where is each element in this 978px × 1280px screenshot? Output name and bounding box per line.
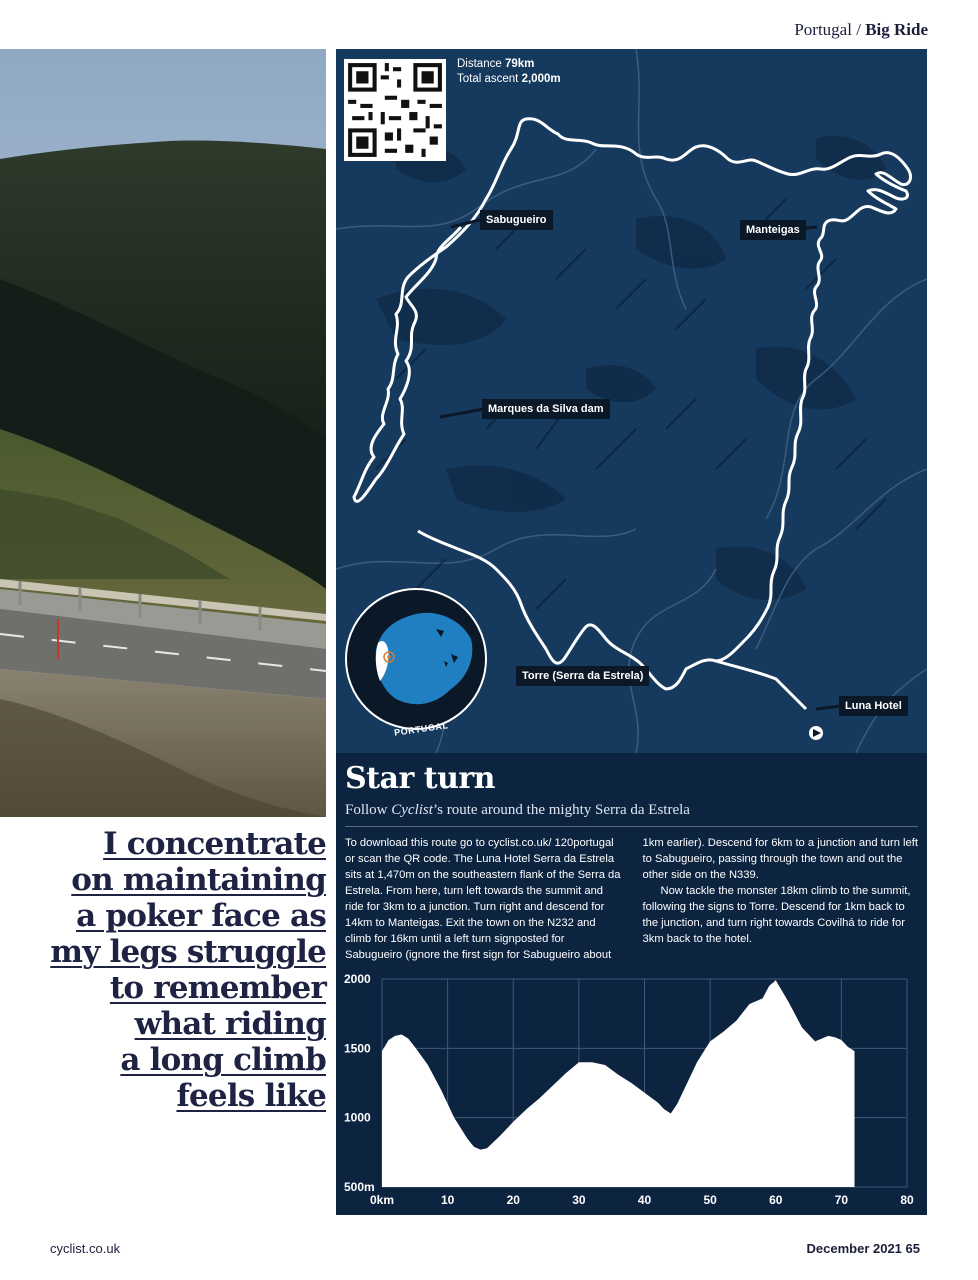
article-body: [345, 835, 920, 963]
distance-label: Distance: [457, 58, 505, 70]
paragraph: To download this route go to cyclist.co.uk/ 120portugal or scan the QR code. The Luna Hotel Serra da Estrela sits at 1,470m on the southeastern flank of the Serra da Estrela. From here, turn left towards the summit and ride for 3km to a junction. Turn right and descend for 14km to Manteigas. Exit the town on the N232 and climb for 16km until a left turn signposted for Sabugueiro (ignore the first sign for Sabugueiro about 1km earlier). Descend for 6km to a junction and turn left to Sabugueiro, passing through the town and out the other side on the N339.: [345, 837, 918, 961]
article-subtitle: [345, 802, 690, 819]
article-title: Star turn: [345, 761, 495, 796]
x-tick-label: 40: [637, 1193, 652, 1207]
footer-website: cyclist.co.uk: [50, 1241, 121, 1256]
x-tick-label: 50: [703, 1193, 717, 1207]
quote-line: my legs struggle: [50, 934, 326, 970]
distance-value: 79km: [504, 58, 535, 70]
x-tick-label: 20: [506, 1193, 520, 1207]
paragraph: Now tackle the monster 18km climb to the summit, following the signs to Torre. Descend for 1km back to the junction, and turn right towards Covilhá to ride for 3km back to the hotel.: [642, 885, 911, 945]
running-header: [794, 20, 928, 40]
y-tick-label: 2000: [344, 972, 371, 986]
quote-line: feels like: [176, 1078, 326, 1114]
map-label-manteigas: Manteigas: [740, 220, 806, 240]
map-label-torre: Torre (Serra da Estrela): [516, 666, 649, 686]
pull-quote: [20, 826, 326, 1114]
route-stats: [457, 57, 561, 87]
x-tick-label: 70: [834, 1193, 849, 1207]
header-separator: /: [851, 20, 866, 39]
map-label-marques-dam: Marques da Silva dam: [482, 399, 610, 419]
quote-line: to remember: [109, 970, 326, 1006]
map-label-luna-hotel: Luna Hotel: [839, 696, 908, 716]
x-tick-label: 30: [572, 1193, 586, 1207]
divider: [345, 826, 918, 827]
mountain-road-photo: [0, 49, 326, 817]
x-tick-label: 80: [900, 1193, 914, 1207]
subtitle-pre: Follow: [345, 802, 392, 818]
quote-line: on maintaining: [71, 862, 326, 898]
footer-issue: [807, 1241, 920, 1256]
qr-code[interactable]: [344, 59, 446, 161]
inset-country-label: PORTUGAL: [393, 720, 449, 738]
ascent-label: Total ascent: [457, 73, 522, 85]
page-number: 65: [905, 1241, 920, 1256]
quote-line: a poker face as: [76, 898, 326, 934]
section-name: Portugal: [794, 20, 852, 39]
subtitle-italic: Cyclist: [391, 802, 433, 818]
ascent-value: 2,000m: [521, 73, 561, 85]
map-label-sabugueiro: Sabugueiro: [480, 210, 553, 230]
quote-line: what riding: [134, 1006, 326, 1042]
route-panel: [336, 49, 927, 1215]
y-tick-label: 1500: [344, 1041, 371, 1056]
x-tick-label: 60: [769, 1193, 783, 1207]
subtitle-post: ’s route around the mighty Serra da Estrela: [432, 802, 690, 818]
quote-line: I concentrate: [103, 826, 326, 862]
quote-line: a long climb: [120, 1042, 326, 1078]
x-tick-label: 10: [440, 1193, 455, 1207]
y-tick-label: 500m: [344, 1180, 375, 1194]
issue-date: December 2021: [806, 1241, 906, 1256]
elevation-chart: [336, 967, 927, 1215]
y-tick-label: 1000: [344, 1110, 371, 1125]
route-map: [336, 49, 927, 753]
elevation-area: [382, 980, 855, 1187]
feature-name: Big Ride: [865, 20, 928, 39]
x-tick-label: 0km: [369, 1193, 395, 1207]
